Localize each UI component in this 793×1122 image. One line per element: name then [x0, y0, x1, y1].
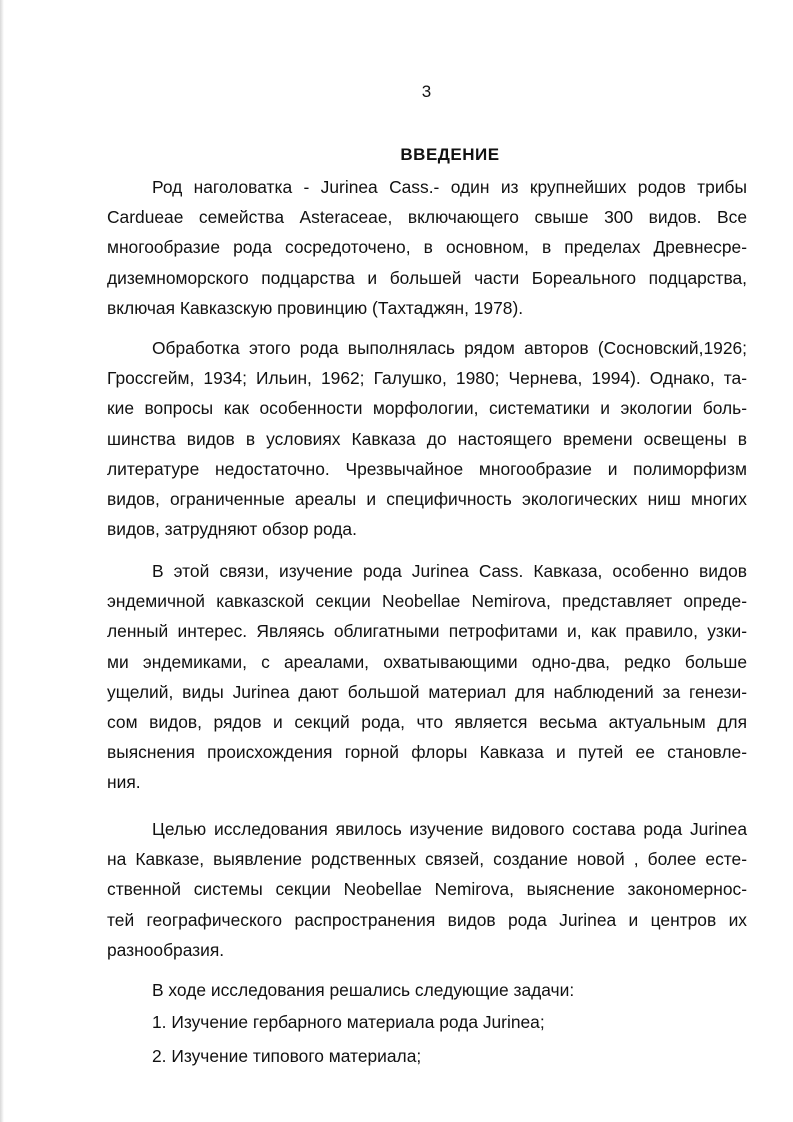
text-line: Cardueae семейства Asteraceae, включающего свыше 300 видов. Все [107, 207, 747, 228]
task-item: 2. Изучение типового материала; [152, 1046, 422, 1066]
text-line: ния. [107, 772, 141, 793]
text-line: Род наголоватка - Jurinea Cass.- один из крупнейших родов трибы [152, 177, 747, 197]
text-line: ущелий, виды Jurinea дают большой материал для наблюдений за генези- [107, 681, 747, 702]
paragraph-intro [107, 172, 747, 323]
text-line: литературе недостаточно. Чрезвычайное многообразие и полиморфизм [107, 458, 747, 479]
text-line: Гроссгейм, 1934; Ильин, 1962; Галушко, 1980; Чернева, 1994). Однако, та- [107, 368, 747, 389]
text-line: ственной системы секции Neobellae Nemirova, выяснение закономернос- [107, 879, 747, 900]
text-line: эндемичной кавказской секции Neobellae Nemirova, представляет опреде- [107, 591, 747, 612]
paragraph-history [107, 333, 747, 544]
text-line: шинства видов в условиях Кавказа до настоящего времени освещены в [107, 428, 747, 449]
text-line: разнообразия. [107, 939, 225, 960]
paragraph-relevance [107, 556, 747, 798]
text-line: выяснения происхождения горной флоры Кавказа и путей ее становле- [107, 742, 747, 763]
scan-edge [0, 0, 4, 1122]
paragraph-tasks-intro [107, 975, 747, 1005]
text-line: ленный интерес. Являясь облигатными петрофитами и, как правило, узки- [107, 621, 747, 642]
text-line: тей географического распространения видов рода Jurinea и центров их [107, 909, 747, 930]
text-line: диземноморского подцарства и большей части Бореального подцарства, [107, 267, 747, 288]
task-item: 1. Изучение гербарного материала рода Jurinea; [152, 1012, 545, 1032]
text-line: ми эндемиками, с ареалами, охватывающими одно-два, редко больше [107, 651, 747, 672]
text-line: многообразие рода сосредоточено, в основном, в пределах Древнесре- [107, 237, 747, 258]
text-line: видов, ограниченные ареалы и специфичность экологических ниш многих [107, 489, 747, 510]
text-line: В ходе исследования решались следующие задачи: [152, 980, 575, 1000]
text-line: включая Кавказскую провинцию (Тахтаджян, 1978). [107, 297, 524, 318]
text-line: В этой связи, изучение рода Jurinea Cass. Кавказа, особенно видов [152, 561, 747, 581]
text-line: на Кавказе, выявление родственных связей, создание новой , более есте- [107, 849, 747, 870]
text-line: Целью исследования явилось изучение видового состава рода Jurinea [152, 819, 747, 839]
paragraph-goal [107, 814, 747, 965]
text-line: видов, затрудняют обзор рода. [107, 519, 357, 540]
text-line: кие вопросы как особенности морфологии, систематики и экологии боль- [107, 398, 747, 419]
text-line: Обработка этого рода выполнялась рядом авторов (Сосновский,1926; [152, 338, 747, 358]
section-title: ВВЕДЕНИЕ [400, 145, 500, 164]
page-number: 3 [421, 82, 432, 101]
text-line: сом видов, рядов и секций рода, что является весьма актуальным для [107, 712, 747, 733]
